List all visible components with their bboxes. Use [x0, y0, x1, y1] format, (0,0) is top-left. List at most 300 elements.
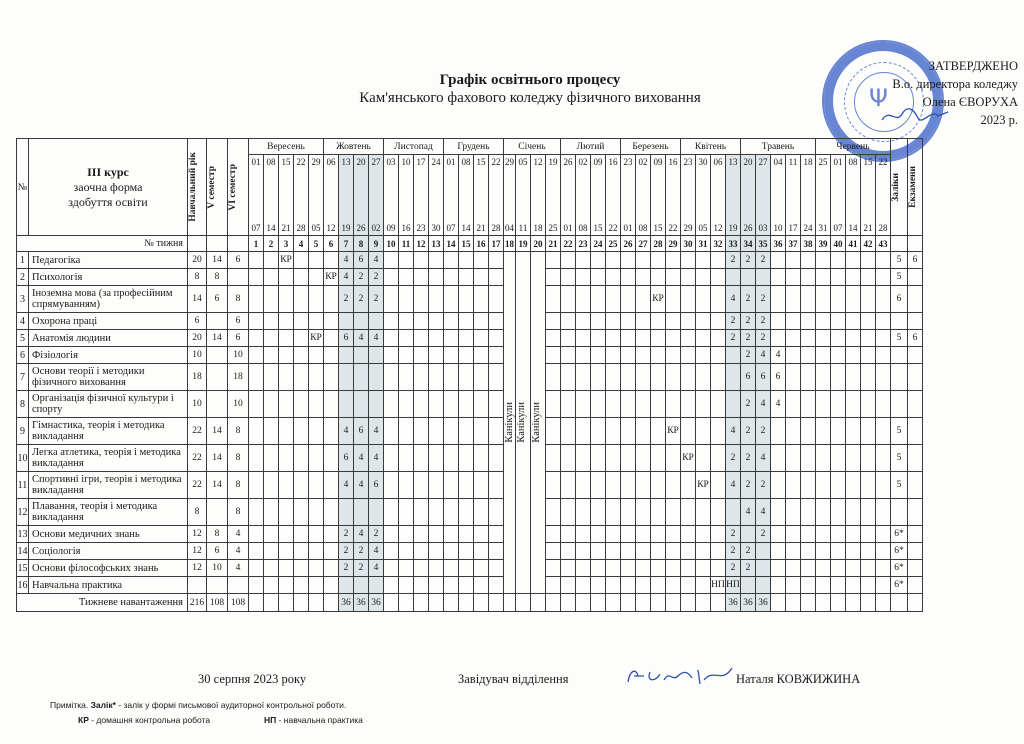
- week-cell: [846, 286, 861, 313]
- date-range-36: [771, 155, 786, 236]
- week-cell: [681, 418, 696, 445]
- subject-credits: 6*: [891, 560, 908, 577]
- week-cell: [621, 526, 636, 543]
- total-week-cell: [651, 594, 666, 612]
- subject-s6-hours: 10: [228, 347, 249, 364]
- week-cell: [591, 286, 606, 313]
- date-range-15: [459, 155, 474, 236]
- week-cell: [264, 543, 279, 560]
- week-cell: [294, 347, 309, 364]
- week-cell: КР: [696, 472, 711, 499]
- week-cell: [414, 472, 429, 499]
- total-week-cell: [294, 594, 309, 612]
- date-start: 02: [578, 157, 588, 167]
- week-cell: [324, 526, 339, 543]
- week-cell: [591, 313, 606, 330]
- week-s6-empty: [228, 236, 249, 252]
- week-cell: [561, 391, 576, 418]
- total-week-cell: [621, 594, 636, 612]
- week-cell: [309, 577, 324, 594]
- week-number: 17: [489, 236, 504, 252]
- week-cell: [846, 526, 861, 543]
- week-cell: [561, 577, 576, 594]
- week-cell: [711, 526, 726, 543]
- week-cell: [309, 364, 324, 391]
- week-cell: [591, 526, 606, 543]
- week-cell: [414, 577, 429, 594]
- subject-s5-hours: 6: [207, 286, 228, 313]
- week-cell: [801, 313, 816, 330]
- week-cell: [771, 418, 786, 445]
- week-cell: [801, 418, 816, 445]
- week-cell: [636, 560, 651, 577]
- subject-s5-hours: [207, 347, 228, 364]
- week-cell: [621, 364, 636, 391]
- date-end: 12: [713, 223, 723, 233]
- week-cell: [861, 286, 876, 313]
- total-year: 216: [188, 594, 207, 612]
- week-cell: [384, 543, 399, 560]
- week-cell: [696, 577, 711, 594]
- subject-number: 10: [17, 445, 29, 472]
- week-cell: [576, 577, 591, 594]
- week-cell: [429, 391, 444, 418]
- subject-row: [17, 445, 923, 472]
- week-number: 33: [726, 236, 741, 252]
- approval-name: Олена ЄВОРУХА: [922, 95, 1018, 109]
- week-cell: [741, 526, 756, 543]
- total-week-cell: [459, 594, 474, 612]
- subject-number: 8: [17, 391, 29, 418]
- week-cell: [831, 252, 846, 269]
- week-cell: [399, 526, 414, 543]
- week-cell: [741, 577, 756, 594]
- date-start: 19: [548, 157, 558, 167]
- week-cell: [474, 543, 489, 560]
- date-start: 08: [848, 157, 858, 167]
- date-range-37: [786, 155, 801, 236]
- date-start: 05: [518, 157, 528, 167]
- week-cell: [459, 472, 474, 499]
- week-cell: [429, 347, 444, 364]
- week-cell: [294, 560, 309, 577]
- week-cell: [249, 364, 264, 391]
- week-cell: [561, 347, 576, 364]
- week-cell: [264, 286, 279, 313]
- week-cell: [264, 499, 279, 526]
- week-cell: [666, 526, 681, 543]
- date-start: 08: [266, 157, 276, 167]
- week-cell: [384, 313, 399, 330]
- week-cell: [591, 577, 606, 594]
- week-cell: [309, 391, 324, 418]
- week-cell: [681, 286, 696, 313]
- week-number: 22: [561, 236, 576, 252]
- week-cell: [429, 445, 444, 472]
- week-cell: [816, 445, 831, 472]
- week-cell: [801, 445, 816, 472]
- week-cell: [621, 560, 636, 577]
- week-cell: [651, 445, 666, 472]
- week-cell: [786, 418, 801, 445]
- week-cell: [561, 313, 576, 330]
- week-cell: [606, 418, 621, 445]
- total-week-cell: 36: [354, 594, 369, 612]
- week-cell: [429, 269, 444, 286]
- date-start: 27: [758, 157, 768, 167]
- week-cell: [831, 445, 846, 472]
- date-start: 04: [773, 157, 783, 167]
- week-cell: [876, 499, 891, 526]
- week-cell: [576, 418, 591, 445]
- week-cell: [369, 577, 384, 594]
- subject-credits: [891, 364, 908, 391]
- subject-name: Організація фізичної культури і спорту: [29, 391, 188, 418]
- approval-date: 2023 р.: [980, 113, 1018, 127]
- subject-exams: [908, 269, 923, 286]
- week-cell: [666, 347, 681, 364]
- week-cell: [621, 418, 636, 445]
- week-cell: [249, 313, 264, 330]
- week-cell: [621, 330, 636, 347]
- week-cell: [756, 560, 771, 577]
- week-cell: [816, 560, 831, 577]
- week-number: 23: [576, 236, 591, 252]
- week-cell: [591, 391, 606, 418]
- date-end: 22: [668, 223, 678, 233]
- week-cell: [459, 543, 474, 560]
- subject-s6-hours: 8: [228, 445, 249, 472]
- week-cell: [576, 269, 591, 286]
- week-cell: [369, 347, 384, 364]
- week-cell: [816, 347, 831, 364]
- week-cell: [369, 499, 384, 526]
- week-cell: [429, 418, 444, 445]
- week-cell: [264, 472, 279, 499]
- week-cell: [696, 364, 711, 391]
- week-cell: [606, 391, 621, 418]
- total-week-cell: [414, 594, 429, 612]
- date-end: 03: [758, 223, 768, 233]
- week-cell: 2: [756, 313, 771, 330]
- date-end: 15: [653, 223, 663, 233]
- week-cell: 4: [354, 330, 369, 347]
- week-cell: [861, 577, 876, 594]
- week-cell: [801, 472, 816, 499]
- week-cell: 4: [354, 445, 369, 472]
- date-end: 30: [431, 223, 441, 233]
- week-cell: [696, 347, 711, 364]
- subject-exams: [908, 472, 923, 499]
- week-cell: [279, 560, 294, 577]
- week-cell: [546, 560, 561, 577]
- week-cell: 2: [726, 252, 741, 269]
- week-cell: [264, 418, 279, 445]
- week-cell: [651, 560, 666, 577]
- week-cell: 2: [741, 418, 756, 445]
- head-signature-icon: [622, 664, 734, 688]
- week-cell: 2: [339, 560, 354, 577]
- subject-s5-hours: 8: [207, 526, 228, 543]
- week-cell: [444, 543, 459, 560]
- week-cell: [444, 313, 459, 330]
- week-cell: [861, 560, 876, 577]
- subject-exams: [908, 499, 923, 526]
- week-cell: [606, 472, 621, 499]
- week-number: 5: [309, 236, 324, 252]
- week-cell: [876, 286, 891, 313]
- week-cell: [546, 526, 561, 543]
- week-number: 29: [666, 236, 681, 252]
- week-cell: [591, 543, 606, 560]
- subject-year-hours: [188, 577, 207, 594]
- total-week-cell: [831, 594, 846, 612]
- week-cell: [861, 472, 876, 499]
- week-cell: [591, 560, 606, 577]
- week-cell: [861, 347, 876, 364]
- week-cell: [294, 445, 309, 472]
- subject-s6-hours: [228, 269, 249, 286]
- week-cell: [681, 560, 696, 577]
- date-range-17: [489, 155, 504, 236]
- week-cell: [429, 252, 444, 269]
- week-cell: [399, 391, 414, 418]
- week-cell: [444, 560, 459, 577]
- subject-s6-hours: 6: [228, 252, 249, 269]
- date-range-16: [474, 155, 489, 236]
- week-cell: [279, 418, 294, 445]
- week-cell: [621, 499, 636, 526]
- date-end: 19: [728, 223, 738, 233]
- week-cell: [636, 313, 651, 330]
- week-number: 20: [531, 236, 546, 252]
- week-cell: [369, 313, 384, 330]
- total-week-cell: 36: [741, 594, 756, 612]
- week-cell: [384, 347, 399, 364]
- week-cell: [816, 252, 831, 269]
- date-range-4: [294, 155, 309, 236]
- date-end: 26: [356, 223, 366, 233]
- week-cell: [294, 364, 309, 391]
- week-cell: [621, 313, 636, 330]
- week-cell: [861, 364, 876, 391]
- week-cell: [264, 313, 279, 330]
- week-cell: [279, 391, 294, 418]
- week-number: 14: [444, 236, 459, 252]
- semester-5-header: [207, 139, 228, 236]
- week-cell: [561, 499, 576, 526]
- week-cell: [636, 286, 651, 313]
- subject-year-hours: 20: [188, 252, 207, 269]
- week-cell: [279, 286, 294, 313]
- week-cell: [474, 499, 489, 526]
- week-cell: [354, 313, 369, 330]
- week-cell: [546, 418, 561, 445]
- subject-credits: 5: [891, 252, 908, 269]
- subject-name: Навчальна практика: [29, 577, 188, 594]
- week-number: 4: [294, 236, 309, 252]
- week-cell: 6: [741, 364, 756, 391]
- date-range-28: [651, 155, 666, 236]
- week-cell: 2: [741, 445, 756, 472]
- subject-exams: [908, 347, 923, 364]
- subject-row: [17, 499, 923, 526]
- week-cell: [294, 286, 309, 313]
- week-number: 7: [339, 236, 354, 252]
- date-range-23: [576, 155, 591, 236]
- week-cell: [681, 252, 696, 269]
- week-cell: [249, 286, 264, 313]
- subject-s5-hours: 14: [207, 445, 228, 472]
- week-cell: [459, 347, 474, 364]
- subject-s6-hours: 6: [228, 330, 249, 347]
- week-cell: [249, 560, 264, 577]
- week-cell: [636, 391, 651, 418]
- week-cell: [576, 252, 591, 269]
- subject-exams: [908, 313, 923, 330]
- week-cell: 4: [369, 445, 384, 472]
- week-cell: 6: [354, 252, 369, 269]
- week-cell: [249, 252, 264, 269]
- subject-exams: [908, 526, 923, 543]
- week-cell: [876, 526, 891, 543]
- week-cell: [666, 543, 681, 560]
- subject-credits: 6*: [891, 543, 908, 560]
- week-cell: [846, 330, 861, 347]
- week-cell: [726, 499, 741, 526]
- subject-s6-hours: 10: [228, 391, 249, 418]
- week-cell: 2: [741, 286, 756, 313]
- week-cell: [726, 364, 741, 391]
- week-cell: [831, 269, 846, 286]
- week-cell: 2: [741, 347, 756, 364]
- week-cell: [444, 418, 459, 445]
- week-cell: [474, 472, 489, 499]
- week-cell: [309, 560, 324, 577]
- subject-s6-hours: 18: [228, 364, 249, 391]
- week-number: 6: [324, 236, 339, 252]
- week-cell: [801, 252, 816, 269]
- week-number: 43: [876, 236, 891, 252]
- week-cell: [696, 445, 711, 472]
- week-cell: [249, 499, 264, 526]
- week-cell: 2: [741, 560, 756, 577]
- week-cell: [339, 313, 354, 330]
- semester-6-header: [228, 139, 249, 236]
- week-cell: [666, 252, 681, 269]
- subject-number: 11: [17, 472, 29, 499]
- week-cell: КР: [279, 252, 294, 269]
- subject-s5-hours: 14: [207, 252, 228, 269]
- week-cell: [546, 499, 561, 526]
- total-exams: [908, 594, 923, 612]
- week-cell: [846, 560, 861, 577]
- total-week-cell: [636, 594, 651, 612]
- week-cell: [561, 472, 576, 499]
- week-cell: [444, 499, 459, 526]
- total-week-cell: [516, 594, 531, 612]
- week-cell: [384, 499, 399, 526]
- week-cell: [459, 313, 474, 330]
- week-cell: [444, 577, 459, 594]
- week-cell: [576, 313, 591, 330]
- week-cell: [429, 526, 444, 543]
- week-cell: [711, 364, 726, 391]
- week-cell: [711, 313, 726, 330]
- week-cell: [459, 269, 474, 286]
- date-end: 28: [491, 223, 501, 233]
- date-start: 02: [638, 157, 648, 167]
- subject-year-hours: 14: [188, 286, 207, 313]
- total-week-cell: [546, 594, 561, 612]
- semester-5-header-text: V семестр: [207, 165, 217, 209]
- date-start: 08: [461, 157, 471, 167]
- week-cell: [249, 330, 264, 347]
- week-cell: КР: [651, 286, 666, 313]
- week-cell: [861, 499, 876, 526]
- subject-number: 3: [17, 286, 29, 313]
- week-cell: [561, 252, 576, 269]
- date-start: 29: [505, 157, 514, 167]
- week-cell: [444, 269, 459, 286]
- week-cell: [399, 330, 414, 347]
- week-cell: [636, 499, 651, 526]
- date-range-30: [681, 155, 696, 236]
- week-cell: [681, 526, 696, 543]
- holiday-cell: [531, 252, 546, 594]
- week-cell: [801, 543, 816, 560]
- week-cell: [876, 347, 891, 364]
- week-cell: [861, 313, 876, 330]
- week-cell: [399, 364, 414, 391]
- week-cell: [414, 252, 429, 269]
- week-cell: [786, 560, 801, 577]
- week-year-empty: [188, 236, 207, 252]
- week-cell: [474, 286, 489, 313]
- date-end: 09: [386, 223, 396, 233]
- week-cell: [576, 445, 591, 472]
- week-cell: [546, 347, 561, 364]
- week-cell: [711, 330, 726, 347]
- subject-credits: 5: [891, 472, 908, 499]
- total-week-cell: [846, 594, 861, 612]
- week-cell: [561, 543, 576, 560]
- subject-number: 1: [17, 252, 29, 269]
- month-2: Жовтень: [324, 139, 384, 155]
- week-cell: [771, 543, 786, 560]
- week-cell: КР: [666, 418, 681, 445]
- subject-name: Основи філософських знань: [29, 560, 188, 577]
- week-cell: [801, 364, 816, 391]
- week-cell: [264, 252, 279, 269]
- total-week-cell: [474, 594, 489, 612]
- date-start: 13: [341, 157, 351, 167]
- subject-credits: 6: [891, 286, 908, 313]
- week-cell: [786, 543, 801, 560]
- week-cell: [414, 418, 429, 445]
- week-cell: 4: [339, 418, 354, 445]
- week-cell: [801, 391, 816, 418]
- week-cell: [561, 445, 576, 472]
- week-number: 31: [696, 236, 711, 252]
- week-s5-empty: [207, 236, 228, 252]
- legend-np: НП - навчальна практика: [264, 715, 363, 725]
- week-cell: [876, 445, 891, 472]
- date-end: 19: [341, 223, 351, 233]
- date-range-12: [414, 155, 429, 236]
- week-cell: [666, 330, 681, 347]
- week-cell: [384, 391, 399, 418]
